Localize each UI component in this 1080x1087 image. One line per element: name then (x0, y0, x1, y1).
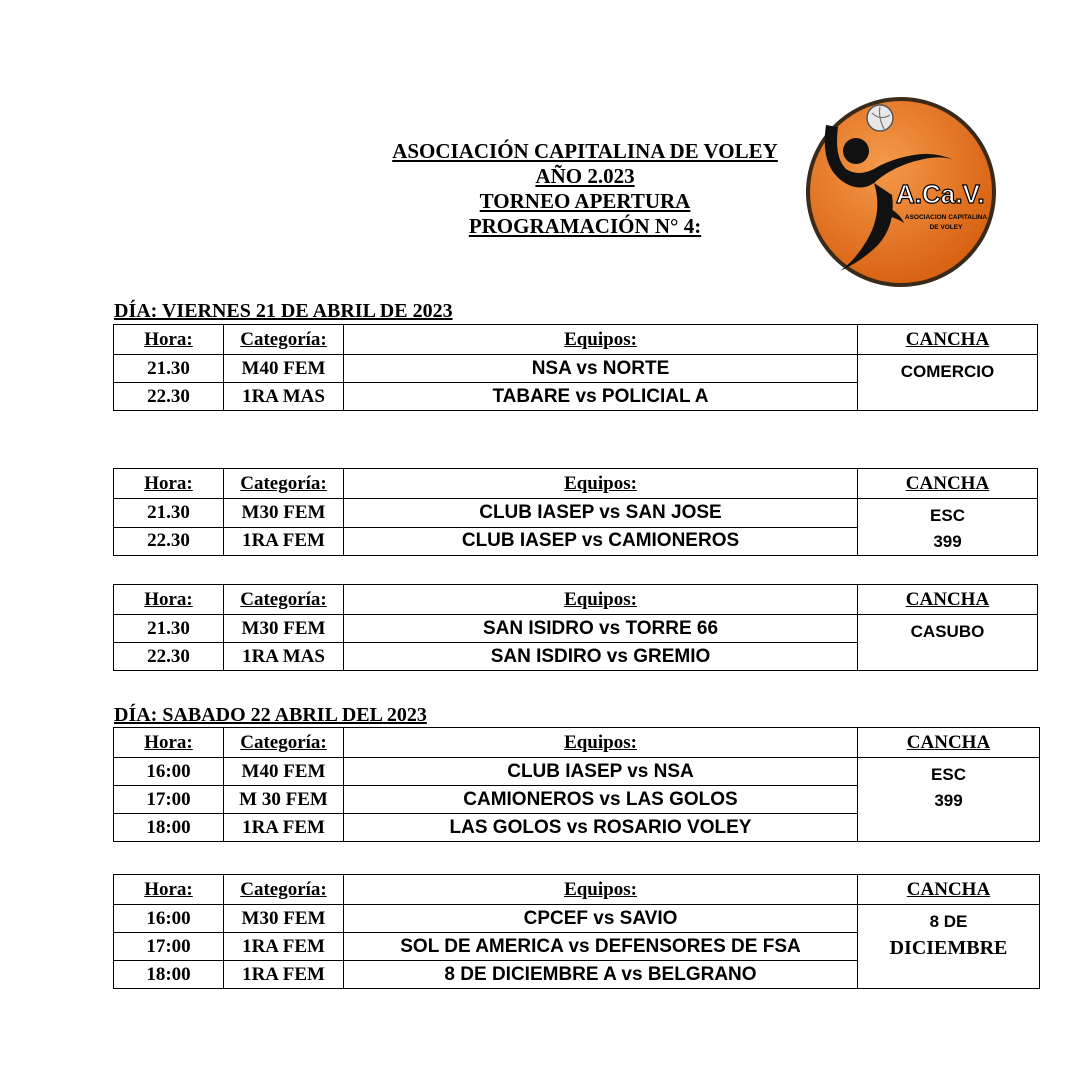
schedule-table-comercio (113, 324, 1038, 411)
equipos-cell: SOL DE AMERICA vs DEFENSORES DE FSA (344, 933, 858, 961)
document-header (290, 139, 880, 239)
categoria-cell: M 30 FEM (224, 786, 344, 814)
schedule-table-casubo (113, 584, 1038, 671)
hora-cell: 18:00 (114, 961, 224, 989)
cancha-line: 399 (934, 791, 963, 810)
col-header-equipos: Equipos: (344, 585, 858, 615)
equipos-cell: NSA vs NORTE (344, 355, 858, 383)
table-row (114, 355, 1038, 383)
table-row (114, 758, 1040, 786)
cancha-cell (858, 355, 1038, 411)
hora-cell: 16:00 (114, 905, 224, 933)
col-header-categoria: Categoría: (224, 728, 344, 758)
col-header-categoria: Categoría: (224, 469, 344, 499)
schedule-table-8-de-diciembre (113, 874, 1040, 989)
col-header-hora: Hora: (114, 875, 224, 905)
col-header-cancha: CANCHA (858, 728, 1040, 758)
col-header-categoria: Categoría: (224, 325, 344, 355)
table-row (114, 905, 1040, 933)
col-header-equipos: Equipos: (344, 469, 858, 499)
hora-cell: 21.30 (114, 499, 224, 528)
equipos-cell: CPCEF vs SAVIO (344, 905, 858, 933)
cancha-line: ESC (930, 506, 965, 525)
svg-text:ASOCIACION CAPITALINA: ASOCIACION CAPITALINA (904, 214, 988, 221)
hora-cell: 22.30 (114, 643, 224, 671)
col-header-equipos: Equipos: (344, 728, 858, 758)
col-header-hora: Hora: (114, 469, 224, 499)
cancha-cell (858, 499, 1038, 556)
equipos-cell: SAN ISDIRO vs GREMIO (344, 643, 858, 671)
hora-cell: 17:00 (114, 933, 224, 961)
table-row (114, 615, 1038, 643)
categoria-cell: M30 FEM (224, 905, 344, 933)
equipos-cell: SAN ISIDRO vs TORRE 66 (344, 615, 858, 643)
table-row (114, 499, 1038, 528)
acav-logo (804, 95, 998, 289)
col-header-equipos: Equipos: (344, 325, 858, 355)
equipos-cell: LAS GOLOS vs ROSARIO VOLEY (344, 814, 858, 842)
hora-cell: 21.30 (114, 615, 224, 643)
hora-cell: 21.30 (114, 355, 224, 383)
year-line: AÑO 2.023 (535, 164, 635, 188)
tournament-line: TORNEO APERTURA (479, 189, 691, 213)
col-header-hora: Hora: (114, 325, 224, 355)
categoria-cell: 1RA FEM (224, 933, 344, 961)
day-label-saturday: DÍA: SABADO 22 ABRIL DEL 2023 (114, 704, 427, 726)
categoria-cell: 1RA MAS (224, 383, 344, 411)
col-header-equipos: Equipos: (344, 875, 858, 905)
cancha-cell (858, 615, 1038, 671)
schedule-table-esc-399-saturday (113, 727, 1040, 842)
categoria-cell: 1RA MAS (224, 643, 344, 671)
col-header-hora: Hora: (114, 585, 224, 615)
col-header-cancha: CANCHA (858, 325, 1038, 355)
cancha-line: DICIEMBRE (889, 937, 1008, 959)
equipos-cell: CLUB IASEP vs NSA (344, 758, 858, 786)
hora-cell: 17:00 (114, 786, 224, 814)
col-header-cancha: CANCHA (858, 469, 1038, 499)
col-header-cancha: CANCHA (858, 875, 1040, 905)
association-title: ASOCIACIÓN CAPITALINA DE VOLEY (392, 139, 778, 163)
categoria-cell: M40 FEM (224, 355, 344, 383)
col-header-categoria: Categoría: (224, 875, 344, 905)
cancha-line: 399 (933, 532, 962, 551)
col-header-cancha: CANCHA (858, 585, 1038, 615)
categoria-cell: 1RA FEM (224, 961, 344, 989)
categoria-cell: M40 FEM (224, 758, 344, 786)
categoria-cell: M30 FEM (224, 499, 344, 528)
hora-cell: 18:00 (114, 814, 224, 842)
equipos-cell: 8 DE DICIEMBRE A vs BELGRANO (344, 961, 858, 989)
col-header-categoria: Categoría: (224, 585, 344, 615)
cancha-line: COMERCIO (900, 362, 995, 381)
cancha-line: 8 DE (929, 912, 968, 931)
cancha-line: ESC (931, 765, 966, 784)
cancha-cell (858, 905, 1040, 989)
svg-text:DE VOLEY: DE VOLEY (929, 224, 963, 231)
col-header-hora: Hora: (114, 728, 224, 758)
categoria-cell: 1RA FEM (224, 527, 344, 556)
categoria-cell: 1RA FEM (224, 814, 344, 842)
hora-cell: 16:00 (114, 758, 224, 786)
equipos-cell: CLUB IASEP vs CAMIONEROS (344, 527, 858, 556)
cancha-cell (858, 758, 1040, 842)
schedule-table-esc-399-friday (113, 468, 1038, 556)
cancha-line: CASUBO (910, 622, 985, 641)
hora-cell: 22.30 (114, 527, 224, 556)
equipos-cell: TABARE vs POLICIAL A (344, 383, 858, 411)
day-label-friday: DÍA: VIERNES 21 DE ABRIL DE 2023 (114, 300, 453, 322)
schedule-number-line: PROGRAMACIÓN N° 4: (468, 214, 702, 238)
categoria-cell: M30 FEM (224, 615, 344, 643)
equipos-cell: CLUB IASEP vs SAN JOSE (344, 499, 858, 528)
svg-text:A.Ca.V.: A.Ca.V. (896, 179, 985, 209)
hora-cell: 22.30 (114, 383, 224, 411)
equipos-cell: CAMIONEROS vs LAS GOLOS (344, 786, 858, 814)
player-head-icon (843, 138, 869, 164)
